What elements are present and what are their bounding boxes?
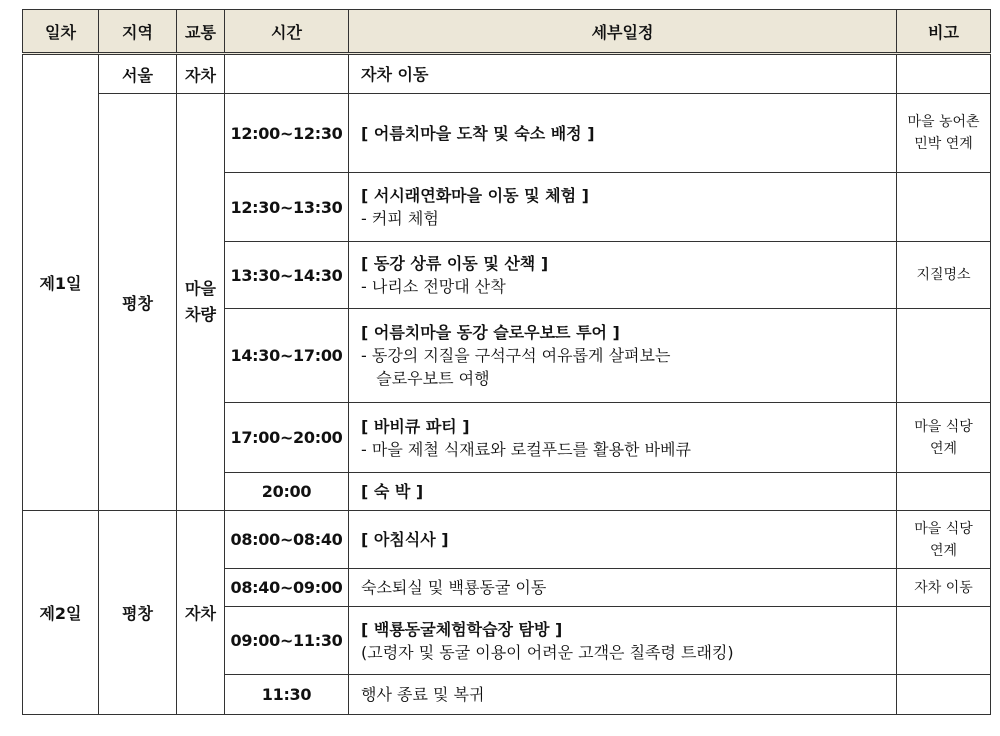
header-detail: 세부일정 [349,10,897,54]
detail-sub: - 마을 제철 식재료와 로컬푸드를 활용한 바베큐 [361,439,691,459]
detail-cell: 자차 이동 [349,54,897,94]
day-label: 제2일 [23,511,99,715]
note-cell: 마을 식당 연계 [897,403,991,473]
itinerary-table [22,9,991,715]
time-cell: 09:00~11:30 [225,607,349,675]
detail-sub: - 동강의 지질을 구석구석 여유롭게 살펴보는 [361,346,671,365]
note-cell [897,309,991,403]
table-row [23,94,991,173]
detail-title: [ 바비큐 파티 ] [361,416,470,436]
transport-cell: 자차 [177,54,225,94]
detail-sub: 행사 종료 및 복귀 [361,685,485,704]
header-time: 시간 [225,10,349,54]
detail-cell [349,309,897,403]
detail-cell [349,94,897,173]
region-cell: 평창 [99,94,177,511]
detail-sub: - 커피 체험 [361,209,439,228]
detail-cell [349,511,897,569]
time-cell: 12:30~13:30 [225,173,349,242]
detail-cell [349,173,897,242]
note-cell: 지질명소 [897,242,991,309]
table-row [23,54,991,94]
detail-cell [349,242,897,309]
note-cell [897,607,991,675]
time-cell: 12:00~12:30 [225,94,349,173]
note-cell: 마을 농어촌 민박 연계 [897,94,991,173]
detail-sub: 슬로우보트 여행 [361,369,490,388]
detail-title: [ 아침식사 ] [361,530,449,549]
detail-cell [349,607,897,675]
region-cell: 평창 [99,511,177,715]
header-row [23,10,991,54]
detail-title: [ 동강 상류 이동 및 산책 ] [361,254,549,273]
detail-sub: 숙소퇴실 및 백룡동굴 이동 [361,578,547,597]
header-day: 일차 [23,10,99,54]
time-cell: 14:30~17:00 [225,309,349,403]
note-cell [897,473,991,511]
region-cell: 서울 [99,54,177,94]
time-cell: 20:00 [225,473,349,511]
time-cell: 08:00~08:40 [225,511,349,569]
detail-cell [349,473,897,511]
header-transport: 교통 [177,10,225,54]
note-cell [897,173,991,242]
detail-title: [ 어름치마을 동강 슬로우보트 투어 ] [361,323,620,342]
header-region: 지역 [99,10,177,54]
detail-cell [349,403,897,473]
time-cell: 17:00~20:00 [225,403,349,473]
time-cell [225,54,349,94]
header-note: 비고 [897,10,991,54]
time-cell: 13:30~14:30 [225,242,349,309]
detail-cell [349,675,897,715]
note-cell [897,675,991,715]
detail-title: [ 숙 박 ] [361,482,424,501]
note-cell [897,54,991,94]
transport-cell: 마을 차량 [177,94,225,511]
note-cell: 마을 식당 연계 [897,511,991,569]
note-cell: 자차 이동 [897,569,991,607]
day-label: 제1일 [23,54,99,511]
detail-cell [349,569,897,607]
detail-title: [ 서시래연화마을 이동 및 체험 ] [361,186,589,205]
time-cell: 11:30 [225,675,349,715]
detail-title: [ 백룡동굴체험학습장 탐방 ] [361,619,563,639]
table-row [23,511,991,569]
detail-sub: - 나리소 전망대 산착 [361,277,506,296]
detail-title: [ 어름치마을 도착 및 숙소 배정 ] [361,123,595,143]
detail-sub: (고령자 및 동굴 이용이 어려운 고객은 칠족령 트래킹) [361,642,734,662]
transport-cell: 자차 [177,511,225,715]
time-cell: 08:40~09:00 [225,569,349,607]
